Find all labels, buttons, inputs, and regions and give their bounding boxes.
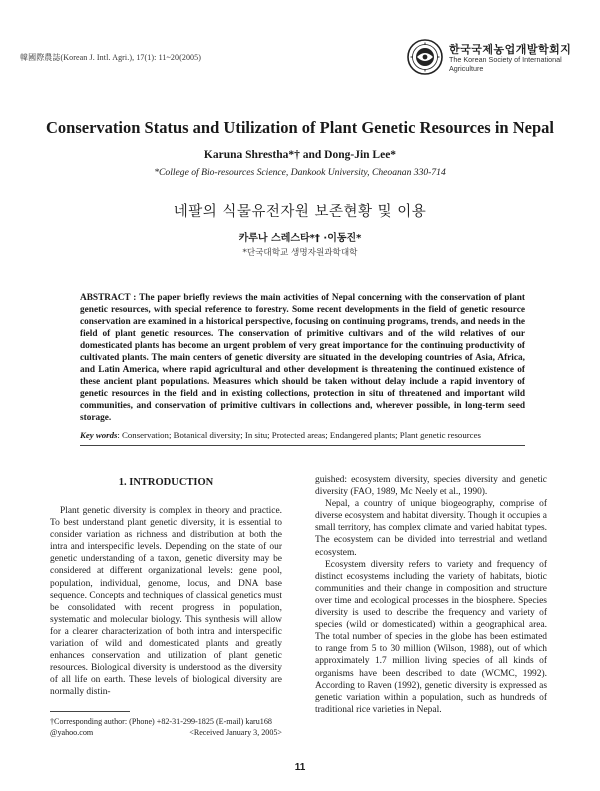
society-name-english-line1: The Korean Society of International [449,55,562,64]
left-column [50,505,282,699]
paper-title: Conservation Status and Utilization of Plant Genetic Resources in Nepal [46,118,554,137]
paper-authors: Karuna Shrestha*† and Dong-Jin Lee* [203,149,397,161]
body-paragraph: Nepal, a country of unique biogeography, comprise of diverse ecosystem and habitat diversity. Though it occupies a small territory, has complex climate and varied habitat types. The ecosystem can be divided into terrestrial and wetland ecosystem. [315,499,547,558]
society-branding [407,39,587,79]
society-name-korean: 한국국제농업개발학회지 [449,43,572,56]
right-column [315,474,547,716]
footnote-email-tail: @yahoo.com [50,728,94,737]
journal-reference: 韓國際農誌(Korean J. Intl. Agri.), 17(1): 11~20(2005) [20,53,202,62]
keywords-label: Key words [80,430,118,440]
korean-authors: 카루나 스레스타*† ·이동진* [238,233,362,244]
abstract-label: ABSTRACT : [80,293,137,303]
footnote-divider [50,711,130,712]
korean-title: 네팔의 식물유전자원 보존현황 및 이용 [173,204,427,220]
keywords-divider [80,445,525,446]
abstract-text: The paper briefly reviews the main activities of Nepal concerning with the conservation of plant genetic resources, with special reference to forestry. Some recent developments in the field of genetic resource conservation are examined in a historical perspective, focusing on continuing programs, trends, and needs in the field of plant genetic resources. The conservation of primitive cultivars and of the wild relatives of our domesticated plants has become an urgent problem of very great importance for the continuing productivity of cultivated plants. The main centers of genetic diversity are situated in the developing countries of Asia, Africa, and Latin America, where rapid agricultural and other development is threatening the continued existence of these ancient plant populations. Measures which should be taken without delay include a rapid inventory of genetic resources in the field and in existing collections, protection in situ of threatened and important wild communities, and conservation of primitive cultivars in collections and, wherever possible, in long-term seed storage. [80,293,525,424]
footnote [50,716,282,738]
society-seal-icon [407,39,443,75]
paper-affiliation: *College of Bio-resources Science, Dankook University, Cheoanan 330-714 [154,167,446,178]
body-paragraph-continuation: guished: ecosystem diversity, species diversity and genetic diversity (FAO, 1989, Mc Neely et al., 1990). [315,475,547,498]
keywords-text: : Conservation; Botanical diversity; In situ; Protected areas; Endangered plants; Plant genetic resources [117,430,481,440]
body-paragraph: Ecosystem diversity refers to variety and frequency of distinct ecosystems including the variety of habitats, biotic communities and their change in composition and structure over time and ecological processes in the biosphere. Species diversity is used to describe the frequency and variety of species (wild or domesticated) within a geographical area. The total number of species in the globe has been estimated to range from 5 to 30 million (Wilson, 1988), out of which approximately 1.7 million living species of all kinds of organisms have been described to date (WCMC, 1992). According to Raven (1992), genetic diversity is expressed as genetic variation within a population, such as hundreds of traditional rice varieties in Nepal. [315,559,547,715]
keywords [80,430,525,441]
abstract [80,292,525,425]
body-paragraph: Plant genetic diversity is complex in theory and practice. To best understand plant genetic diversity, it is essential to consider variation as richness and distribution at both the intra and interspecific levels. Depending on the state of our genetic understanding of a taxon, genetic diversity may be considered at different organizational levels: gene pool, population, individual, genome, locus, and DNA base sequence. Concepts and techniques of classical genetics must be consolidated with recent progress in population, systematic and molecular biology. This synthesis will allow for a clearer characterization of both intra and interspecific variation of wild and domesticated plants and greatly enhances conservation and utilization of plant genetic resources. Biological diversity is understood as the diversity of all life on earth. These levels of biological diversity are normally distin- [50,506,282,698]
society-name-english [449,56,579,73]
society-name-english-line2: Agriculture [449,63,484,73]
page-number: 11 [294,762,306,773]
footnote-line-1: †Corresponding author: (Phone) +82-31-299-1825 (E-mail) karu168 [50,717,272,726]
korean-affiliation: *단국대학교 생명자원과학대학 [242,248,358,258]
received-date: <Received January 3, 2005> [189,728,282,737]
section-heading-introduction: 1. INTRODUCTION [118,477,214,488]
